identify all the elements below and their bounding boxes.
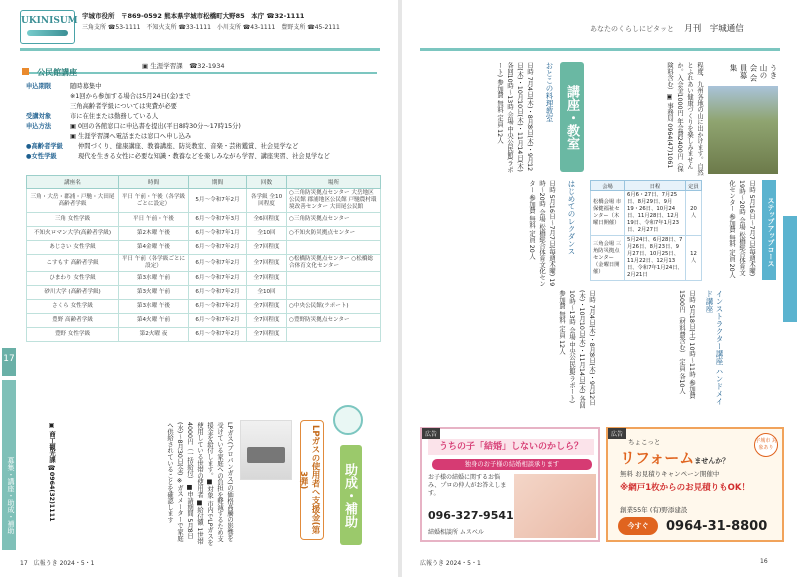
table-row xyxy=(27,286,381,300)
header-rule xyxy=(420,48,780,51)
right-header xyxy=(590,22,744,34)
table-cell: 豊野 女性学級 xyxy=(27,328,119,342)
table-cell xyxy=(287,286,381,300)
ad-offer: ※網戸1枚からのお見積りもOK！ xyxy=(620,483,750,493)
help-body: LPガス(プロパンガス)の価格高騰の影響を受けている家庭への負担を軽減するため支援金を給付します。■対象 市内でLPガスを使用している世帯の使用者 ■給付額 1世帯4000円（一括給付） ■申請期間 5月8日(水)～8月30日(金) ※ガスメーターで家庭へ供給されていることを確認します xyxy=(166,422,233,546)
cooking-body: 日時 7月4日(木)・8月8日(木)・9月12日(木)・10月10日(木)・11月14日(木) 各回10時～13時 会場 中央公民館(ラポート) 参加費 無料 定員 12人 xyxy=(496,62,533,173)
ad-phone[interactable]: 096-327-9541 xyxy=(428,509,514,522)
table-row xyxy=(27,255,381,272)
col-header: 時間 xyxy=(119,176,189,189)
ad-body: お子様の結婚に関するお悩み、プロの仲人がお答えします。 xyxy=(428,474,507,497)
ad-headline xyxy=(620,447,729,468)
table-cell: 三角・大岳・郡浦・戸馳・大田尾 高齢者学級 xyxy=(27,189,119,213)
ad-now-badge: 今すぐ xyxy=(618,517,658,535)
section-marker xyxy=(22,68,29,75)
ad-headline-sub: ませんか？ xyxy=(694,457,730,465)
table-cell: 砂川大学 (高齢者学級) xyxy=(27,286,119,300)
kiyama-body: 程度、九州各地の山に出かけます。自然とふれあい健康づくりを楽しみませんか。入会金1000円 年会費2400円（保険料含む）▣ 事務局 0964(47)1061 xyxy=(666,62,703,176)
info-row xyxy=(26,102,381,112)
ad-company: 結婚相談所 ムスベル xyxy=(428,529,484,536)
table-cell: 第3水曜 午前 xyxy=(119,272,189,286)
row-value: 現代を生きる女性に必要な知識・教養などを楽しみながら学習、講座実習、社会見学など xyxy=(78,153,330,160)
table-cell: 6月～令和7年2月 xyxy=(189,255,247,272)
step-col-header: 会場 xyxy=(591,181,625,191)
paint-body: 日時 5月18日(土) 10時～11時 参加費 1500円（材料費含む） 定員 各10人 xyxy=(678,290,695,399)
right-page xyxy=(400,0,800,577)
ad-city-badge: 宇城市 対象あり xyxy=(754,433,778,457)
step-cell: 松橋会場 市保健福祉センター（木曜日開催） xyxy=(591,191,625,236)
table-cell: 全7回程度 xyxy=(247,314,287,328)
row-value: ※1回から参加する場合は5月24日(金)まで xyxy=(70,93,191,100)
step-cell: 6月6・27日、7月25日、8月29日、9月19・26日、10月24日、11月28日、12月19日、令和7年1月23日、2月27日 xyxy=(625,191,686,236)
row-key: ●高齢者学級 xyxy=(26,143,63,150)
logo-text: UKINISUM xyxy=(21,16,78,26)
city-logo xyxy=(20,10,78,44)
table-cell: 第2火曜 夜 xyxy=(119,328,189,342)
footer-page-number: 16 xyxy=(760,558,768,565)
table-cell: あじさい 女性学級 xyxy=(27,241,119,255)
row-key: 申込方法 xyxy=(26,123,52,130)
ad-headline-main: リフォーム xyxy=(620,449,695,467)
col-header: 講座名 xyxy=(27,176,119,189)
col-header: 期間 xyxy=(189,176,247,189)
gas-meter-image xyxy=(240,420,292,480)
dance-body: 日時 5月16日～7月7日(毎週木曜) 19時～20時 会場 松橋総合体育文化センター 参加費 無料 定員 20人 xyxy=(528,180,555,287)
info-row xyxy=(26,142,381,152)
info-row xyxy=(26,92,381,102)
table-cell: 6月～令和7年2月 xyxy=(189,241,247,255)
row-key xyxy=(26,92,70,102)
dance-title: はじめてのレクダンス xyxy=(567,180,576,255)
table-cell xyxy=(287,272,381,286)
table-cell: こすもす 高齢者学級 xyxy=(27,255,119,272)
help-section-head: 助成・補助 xyxy=(340,445,362,545)
table-cell: 平日 午前・午後（各学級ごとに設定） xyxy=(119,189,189,213)
table-cell: ○不知火防災拠点センター xyxy=(287,227,381,241)
table-cell: 6月～令和7年2月 xyxy=(189,286,247,300)
ad-campaign: 無料 お見積りキャンペーン開催中 xyxy=(620,470,720,478)
table-cell: 平日 午前（各学級ごとに設定） xyxy=(119,255,189,272)
row-value: ▣ 0回の各館窓口に申込書を提出(平日8時30分～17時15分) xyxy=(70,123,241,130)
table-row xyxy=(27,300,381,314)
info-row xyxy=(26,112,381,122)
table-cell: 6月～令和7年2月 xyxy=(189,272,247,286)
table-header-row xyxy=(27,176,381,189)
table-cell: 三角 女性学級 xyxy=(27,213,119,227)
side-category-tab: 募集・講座・助成・補助 xyxy=(2,380,16,550)
ad-phone[interactable]: 0964-31-8800 xyxy=(666,519,768,534)
table-cell: 全7回程度 xyxy=(247,241,287,255)
table-cell: ○豊野防災拠点センター xyxy=(287,314,381,328)
table-cell: 6月～令和7年3月 xyxy=(189,213,247,227)
step-cell: 12人 xyxy=(686,236,702,281)
address-line1: 宇城市役所 〒869-0592 熊本県宇城市松橋町大野85 本庁 ☎32-1111 xyxy=(82,12,305,20)
logo-wave xyxy=(27,30,68,36)
info-row xyxy=(26,122,381,132)
footer-left xyxy=(20,558,94,567)
step-cell: 5月24日、6月28日、7月26日、8月23日、9月27日、10月25日、11月22日、12月13日、令和7年1月24日、2月21日 xyxy=(625,236,686,281)
table-cell: 全6回程度 xyxy=(247,213,287,227)
table-cell: 6月～令和7年2月 xyxy=(189,300,247,314)
step-cell: 三角会場 三角防災拠点センター（金曜日開催） xyxy=(591,236,625,281)
table-cell: 6月～令和7年2月 xyxy=(189,328,247,342)
section-header xyxy=(22,60,377,77)
step-schedule-table xyxy=(590,180,702,281)
course-section-head: 講座・教室 xyxy=(560,62,584,172)
table-cell: 全10回 xyxy=(247,227,287,241)
footer-right xyxy=(420,558,481,567)
step-col-header: 定員 xyxy=(686,181,702,191)
table-cell: ○中央公民館(ラポート) xyxy=(287,300,381,314)
col-header: 回数 xyxy=(247,176,287,189)
right-side-tab xyxy=(783,216,797,322)
table-cell: ○松橋防災拠点センター ○松橋総合体育文化センター xyxy=(287,255,381,272)
paint-title: インストラクター講座 ハンドメイド講座 xyxy=(705,290,724,405)
help-contact: ▣ 商工観光課 ☎0964(32)1111 xyxy=(48,422,55,522)
table-cell: ○三角防災拠点センター xyxy=(287,213,381,227)
help-icon xyxy=(333,405,363,435)
mountain-photo xyxy=(708,86,778,174)
ad-people-photo xyxy=(514,474,596,538)
step-intro: 日時 5月16日～7月7日(毎週木曜) 19時～20時 会場 松橋総合体育文化センター 参加費 無料 定員 20人 xyxy=(728,180,755,278)
table-cell: 平日 午前・午後 xyxy=(119,213,189,227)
table-row xyxy=(27,314,381,328)
step-section-head: ステップアップコース xyxy=(762,180,776,280)
table-cell: 全10回 xyxy=(247,286,287,300)
table-cell xyxy=(287,328,381,342)
address-line2: 三角支所 ☎53-1111 不知火支所 ☎33-1111 小川支所 ☎43-1111 豊野支所 ☎45-2111 xyxy=(82,24,340,31)
table-row xyxy=(27,241,381,255)
reform-ad[interactable] xyxy=(606,427,784,542)
header xyxy=(20,10,380,46)
table-cell: 第4火曜 午前 xyxy=(119,314,189,328)
table-row xyxy=(27,328,381,342)
page-number: 17 xyxy=(20,560,28,567)
section-dept: ▣ 生涯学習課 ☎32-1934 xyxy=(142,62,225,70)
info-row xyxy=(26,152,381,162)
info-rows xyxy=(26,82,381,162)
header-tagline: あなたのくらしにピタッと xyxy=(590,25,674,33)
table-cell xyxy=(287,241,381,255)
page-number-tab: 17 xyxy=(2,348,16,376)
cooking-title: おとこの料理教室 xyxy=(545,62,554,122)
ad-subline: 独身のお子様の結婚相談承ります xyxy=(432,459,592,470)
table-cell: 5月～令和7年2月 xyxy=(189,189,247,213)
row-key xyxy=(26,102,70,112)
footer-text: 広報うき 2024・5・1 xyxy=(420,560,481,567)
footer-text: 広報うき 2024・5・1 xyxy=(33,560,95,567)
table-cell: 第3水曜 午後 xyxy=(119,300,189,314)
step-header-row xyxy=(591,181,702,191)
table-cell: 全7回程度 xyxy=(247,255,287,272)
step-cell: 20人 xyxy=(686,191,702,236)
table-row xyxy=(27,227,381,241)
table-cell: 6月～令和7年1月 xyxy=(189,227,247,241)
misc-body: 日時 7月4日(木)・8月8日(木)・9月12日(木)・10月10日(木)・11月14日(木) 各回10時～13時 会場 中央公民館(ラポート) 参加費 無料 定員 12人 xyxy=(558,290,595,409)
ad-company: 創業55年 (有)野添建設 xyxy=(620,506,688,514)
header-rule xyxy=(20,48,380,51)
info-row xyxy=(26,132,381,142)
address-block xyxy=(82,12,382,32)
table-cell: 全7回程度 xyxy=(247,272,287,286)
step-col-header: 日程 xyxy=(625,181,686,191)
ad-tag: 広告 xyxy=(422,428,440,439)
row-key: 受講対象 xyxy=(26,113,52,120)
info-row xyxy=(26,82,381,92)
help-title: LPガスの使用者へ支援金(第3弾) xyxy=(300,420,324,540)
row-value: 仲間づくり、健康講座、教養講座、防災教室、音楽・芸術鑑賞、社会見学など xyxy=(78,143,299,150)
col-header: 場所 xyxy=(287,176,381,189)
table-cell: 第3火曜 午前 xyxy=(119,286,189,300)
row-key: 申込期限 xyxy=(26,83,52,90)
table-cell: 第4金曜 午後 xyxy=(119,241,189,255)
table-cell: 各学級 全10回程度 xyxy=(247,189,287,213)
kiyama-title: うき山の会 会員募集 xyxy=(729,64,778,82)
row-key: ●女性学級 xyxy=(26,153,57,160)
courses-table xyxy=(26,175,381,342)
table-cell: さくら 女性学級 xyxy=(27,300,119,314)
section-title: 公民館講座 xyxy=(37,68,78,77)
ad-lead: ちょこっと xyxy=(628,438,661,446)
table-cell: ひまわり 女性学級 xyxy=(27,272,119,286)
table-cell: 全7回程度 xyxy=(247,300,287,314)
row-value: ▣ 生涯学習課へ電話または窓口へ申し込み xyxy=(70,133,192,140)
row-value: 市に在住または勤務している人 xyxy=(70,113,159,120)
table-cell: 第2木曜 午後 xyxy=(119,227,189,241)
table-cell: 不知火ロマン大学(高齢者学級) xyxy=(27,227,119,241)
step-row xyxy=(591,191,702,236)
row-key xyxy=(26,132,70,142)
table-cell: 6月～令和7年2月 xyxy=(189,314,247,328)
ad-headline: うちの子「結婚」しないのかしら？ xyxy=(428,439,594,455)
table-row xyxy=(27,213,381,227)
table-row xyxy=(27,272,381,286)
row-value: 三角高齢者学級については実費が必要 xyxy=(70,103,177,110)
marriage-ad[interactable] xyxy=(420,427,600,542)
step-row xyxy=(591,236,702,281)
row-value: 随時募集中 xyxy=(70,83,102,90)
table-cell: 全7回程度 xyxy=(247,328,287,342)
header-title: 月刊 宇城通信 xyxy=(684,24,744,34)
ad-tag: 広告 xyxy=(608,428,626,439)
table-cell: ○三角防災拠点センター 大岳地区公民館 郡浦地区公民館 戸馳農村環境改善センター 大田尾公民館 xyxy=(287,189,381,213)
table-row xyxy=(27,189,381,213)
table-cell: 豊野 高齢者学級 xyxy=(27,314,119,328)
